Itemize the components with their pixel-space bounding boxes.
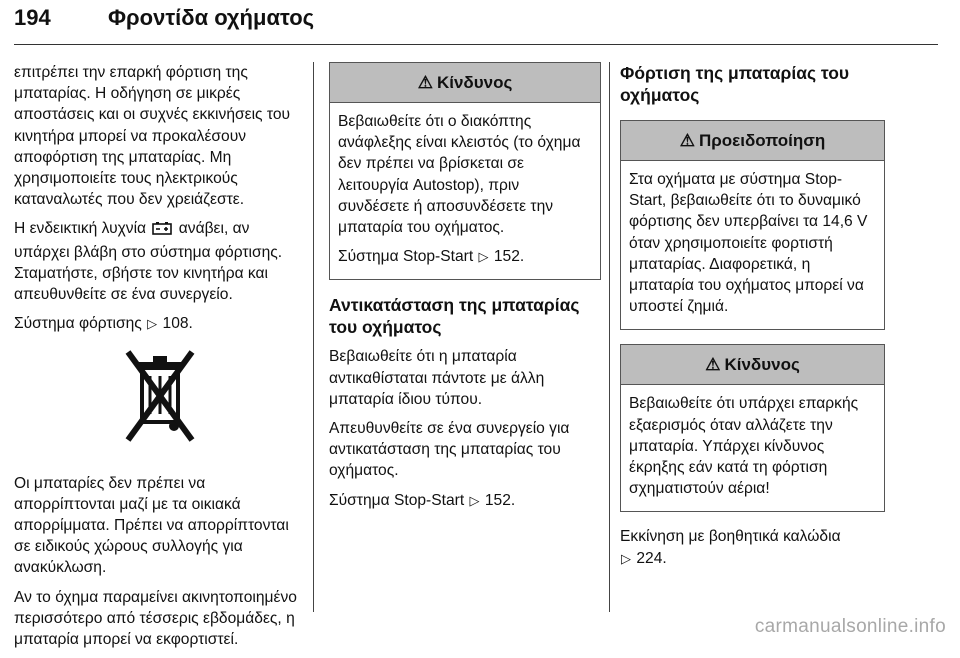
page-number: 194 [14, 5, 51, 30]
danger-text: Βεβαιωθείτε ότι υπάρχει επαρκής εξαερισμός όταν αλλάζετε την μπαταρία. Υπάρχει κίνδυνος έκρηξης εάν κατά τη φόρτιση σχηματιστούν αέρια! [629, 395, 859, 498]
column-divider-1 [313, 62, 314, 612]
reference-arrow-icon: ▷ [621, 550, 631, 566]
reference-arrow-icon: ▷ [478, 249, 489, 265]
warning-title-text: Προειδοποίηση [699, 131, 826, 150]
reference-text: Σύστημα Stop-Start [338, 248, 474, 266]
battery-charging-lamp-icon [152, 220, 172, 241]
danger-text: Βεβαιωθείτε ότι ο διακόπτης ανάφλεξης είναι κλειστός (το όχημα δεν πρέπει να βρίσκεται σε λειτουργία Autostop), πριν συνδέσετε ή αποσυνδέσετε την μπαταρία του οχήματος. [338, 113, 581, 237]
header-rule [14, 44, 938, 45]
warning-triangle-icon: ⚠ [417, 73, 433, 92]
danger-box-title [330, 63, 600, 103]
paragraph-battery-discharge: Αν το όχημα παραμείνει ακινητοποιημένο περισσότερο από τέσσερις εβδομάδες, η μπαταρία μπορεί να εκφορτιστεί. [14, 588, 297, 649]
reference-page[interactable]: 108. [162, 315, 193, 333]
danger-title-text: Κίνδυνος [436, 73, 513, 92]
danger-box [329, 62, 601, 280]
danger-title-text: Κίνδυνος [724, 355, 800, 375]
stop-start-reference-2[interactable] [329, 490, 601, 511]
watermark: carmanualsonline.info [754, 616, 946, 637]
reference-page[interactable]: 152. [484, 491, 516, 509]
paragraph-battery-charging: επιτρέπει την επαρκή φόρτιση της μπαταρίας. Η οδήγηση σε μικρές αποστάσεις και οι συχνές εκκινήσεις του κινητήρα μπορεί να προκαλέσουν αποφόρτιση της μπαταρίας. Μη χρησιμοποιείτε τους ηλεκτρικούς καταναλωτές που δεν χρειάζεστε. [14, 64, 291, 209]
paragraph-battery-disposal: Οι μπαταρίες δεν πρέπει να απορρίπτονται μαζί με τα οικιακά απορρίμματα. Πρέπει να απορρίπτονται σε ειδικούς χώρους συλλογής για ανακύκλωση. [14, 474, 289, 577]
danger-box-2-title [621, 345, 884, 385]
stop-start-reference[interactable] [338, 246, 592, 267]
warning-triangle-icon: ⚠ [705, 355, 721, 375]
column-divider-2 [609, 62, 610, 612]
reference-text: Σύστημα Stop-Start [329, 491, 465, 509]
charging-system-reference[interactable] [14, 313, 306, 334]
reference-page[interactable]: 152. [493, 248, 525, 266]
reference-arrow-icon: ▷ [469, 492, 480, 508]
lamp-sentence-start: Η ενδεικτική λυχνία [14, 220, 147, 238]
paragraph-replacement-workshop: Απευθυνθείτε σε ένα συνεργείο για αντικατάσταση της μπαταρίας του οχήματος. [329, 420, 570, 480]
warning-text: Στα οχήματα με σύστημα Stop-Start, βεβαιωθείτε ότι το δυναμικό φόρτισης δεν υπερβαίνει τα 14,6 V όταν χρησιμοποιείτε φορτιστή μπαταρίας. Διαφορετικά, η μπαταρία του οχήματος μπορεί να υποστεί ζημιά. [629, 171, 868, 316]
column-3 [620, 62, 885, 577]
warning-box-body [621, 161, 884, 329]
crossed-out-wheeled-bin-icon [14, 344, 306, 450]
danger-box-2-body [621, 385, 884, 511]
reference-text: Σύστημα φόρτισης [14, 315, 142, 333]
reference-text: Εκκίνηση με βοηθητικά καλώδια [620, 528, 841, 546]
paragraph-replacement-type: Βεβαιωθείτε ότι η μπαταρία αντικαθίσταται πάντοτε με άλλη μπαταρία ίδιου τύπου. [329, 348, 545, 408]
column-2 [329, 62, 601, 519]
lamp-sentence-end: ανάβει, αν υπάρχει βλάβη στο σύστημα φόρτισης. Σταματήστε, σβήστε τον κινητήρα και απευθυνθείτε σε ένα συνεργείο. [14, 220, 283, 304]
jump-start-reference[interactable] [620, 526, 885, 568]
paragraph-warning-lamp [14, 218, 306, 305]
warning-triangle-icon: ⚠ [679, 131, 695, 150]
reference-arrow-icon: ▷ [147, 316, 158, 332]
danger-box-body [330, 103, 600, 279]
page-title: Φροντίδα οχήματος [108, 5, 315, 30]
section-heading-battery-charging: Φόρτιση της μπαταρίας του οχήματος [620, 63, 850, 105]
section-heading-battery-replacement: Αντικατάσταση της μπαταρίας του οχήματος [329, 295, 580, 338]
warning-box [620, 120, 885, 330]
column-1 [14, 62, 306, 658]
reference-page[interactable]: 224. [636, 549, 667, 567]
danger-box-2 [620, 344, 885, 512]
warning-box-title [621, 121, 884, 161]
